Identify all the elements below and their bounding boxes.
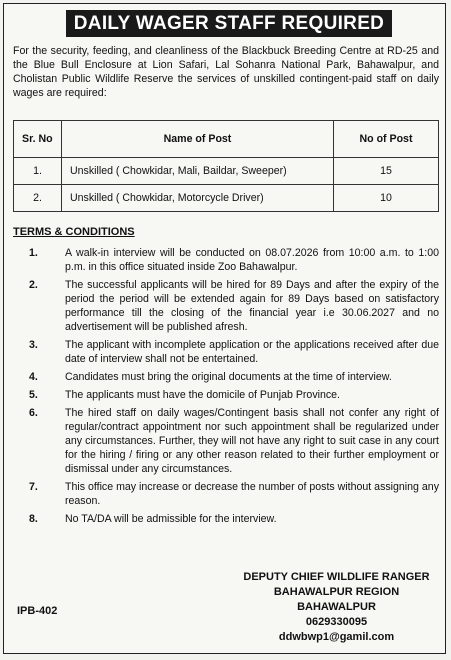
list-item	[13, 480, 439, 508]
term-text: The hired staff on daily wages/Contingent basis shall not confer any right of regular/contract appointment nor such appointment shall be regularized under any circumstances. Further, they will not have any right to suit case in any court for the hiring / firing or any other reason related to their further employment or dismissal under any circumstances.	[65, 407, 439, 475]
term-number: 2.	[29, 279, 38, 291]
term-text: The successful applicants will be hired for 89 Days and after the expiry of the period the period will be extended again for 89 Days based on satisfactory performance till the closing of the financial year i.e 30.06.2027 and no advertisement will be published afresh.	[65, 279, 439, 333]
terms-heading: TERMS & CONDITIONS	[13, 226, 135, 238]
page-title: DAILY WAGER STAFF REQUIRED	[66, 10, 392, 37]
list-item	[13, 512, 439, 526]
header-post-count: No of Post	[334, 121, 439, 158]
terms-list	[13, 246, 439, 530]
list-item	[13, 338, 439, 366]
term-number: 8.	[29, 513, 38, 525]
term-number: 6.	[29, 407, 38, 419]
contact-phone: 0629330095	[305, 616, 368, 628]
posts-table	[13, 120, 439, 212]
term-text: The applicant with incomplete application or the applications received after due date of interview shall not be entertained.	[65, 339, 439, 365]
row-post-name: Unskilled ( Chowkidar, Motorcycle Driver)	[62, 185, 334, 212]
term-number: 5.	[29, 389, 38, 401]
term-number: 7.	[29, 481, 38, 493]
list-item	[13, 246, 439, 274]
table-header-row	[14, 121, 439, 158]
reference-code: IPB-402	[17, 605, 58, 617]
term-number: 4.	[29, 371, 38, 383]
term-text: This office may increase or decrease the number of posts without assigning any reason.	[65, 481, 439, 507]
row-post-name: Unskilled ( Chowkidar, Mali, Baildar, Sweeper)	[62, 158, 334, 185]
list-item	[13, 278, 439, 334]
term-number: 3.	[29, 339, 38, 351]
row-post-count: 15	[334, 158, 439, 185]
signatory-designation: DEPUTY CHIEF WILDLIFE RANGER	[243, 571, 430, 583]
signatory-region: BAHAWALPUR REGION	[273, 586, 400, 598]
term-text: Candidates must bring the original documents at the time of interview.	[65, 371, 392, 383]
term-number: 1.	[29, 247, 38, 259]
row-post-count: 10	[334, 185, 439, 212]
advertisement-page	[3, 3, 446, 654]
list-item	[13, 406, 439, 476]
row-sr-no: 1.	[14, 158, 62, 185]
term-text: No TA/DA will be admissible for the interview.	[65, 513, 277, 525]
table-row	[14, 185, 439, 212]
term-text: The applicants must have the domicile of Punjab Province.	[65, 389, 340, 401]
header-post-name: Name of Post	[62, 121, 334, 158]
row-sr-no: 2.	[14, 185, 62, 212]
table-row	[14, 158, 439, 185]
list-item	[13, 388, 439, 402]
signature-block	[229, 570, 444, 645]
term-text: A walk-in interview will be conducted on 08.07.2026 from 10:00 a.m. to 1:00 p.m. in this office situated inside Zoo Bahawalpur.	[65, 247, 439, 273]
list-item	[13, 370, 439, 384]
signatory-city: BAHAWALPUR	[297, 601, 376, 613]
intro-paragraph: For the security, feeding, and cleanliness of the Blackbuck Breeding Centre at RD-25 and the Blue Bull Enclosure at Lion Safari, Lal Sohanra National Park, Bahawalpur, and Cholistan Public Wildlife Reserve the services of unskilled contingent-paid staff on daily wages are required:	[13, 45, 439, 99]
header-sr-no: Sr. No	[14, 121, 62, 158]
contact-email: ddwbwp1@gamil.com	[278, 631, 395, 643]
